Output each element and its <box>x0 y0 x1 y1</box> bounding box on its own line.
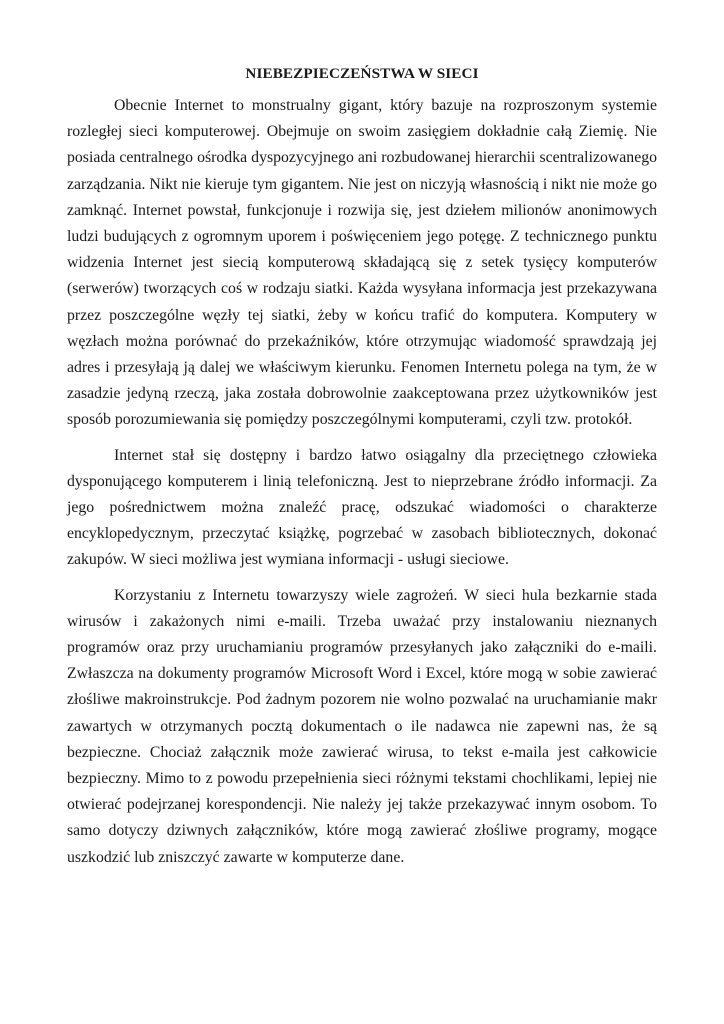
paragraph-internet-threats: Korzystaniu z Internetu towarzyszy wiele zagrożeń. W sieci hula bezkarnie stada wirusów i zakażonych nimi e-maili. Trzeba uważać przy instalowaniu nieznanych programów oraz przy uruchamianiu programów przesyłanych jako załączniki do e-maili. Zwłaszcza na dokumenty programów Microsoft Word i Excel, które mogą w sobie zawierać złośliwe makroinstrukcje. Pod żadnym pozorem nie wolno pozwalać na uruchamianie makr zawartych w otrzymanych pocztą dokumentach o ile nadawca nie zapewni nas, że są bezpieczne. Chociaż załącznik może zawierać wirusa, to tekst e-maila jest całkowicie bezpieczny. Mimo to z powodu przepełnienia sieci różnymi tekstami chochlikami, lepiej nie otwierać podejrzanej korespondencji. Nie należy jej także przekazywać innym osobom. To samo dotyczy dziwnych załączników, które mogą zawierać złośliwe programy, mogące uszkodzić lub zniszczyć zawarte w komputerze dane. <box>67 586 657 866</box>
document-page <box>67 62 657 871</box>
paragraph-internet-overview: Obecnie Internet to monstrualny gigant, który bazuje na rozproszonym systemie rozległej sieci komputerowej. Obejmuje on swoim zasięgiem dokładnie całą Ziemię. Nie posiada centralnego ośrodka dyspozycyjnego ani rozbudowanej hierarchii scentralizowanego zarządzania. Nikt nie kieruje tym gigantem. Nie jest on niczyją własnością i nikt nie może go zamknąć. Internet powstał, funkcjonuje i rozwija się, jest dziełem milionów anonimowych ludzi budujących z ogromnym uporem i poświęceniem jego potęgę. Z technicznego punktu widzenia Internet jest siecią komputerową składającą się z setek tysięcy komputerów (serwerów) tworzących coś w rodzaju siatki. Każda wysyłana informacja jest przekazywana przez poszczególne węzły tej siatki, żeby w końcu trafić do komputera. Komputery w węzłach można porównać do przekaźników, które otrzymując wiadomość sprawdzają jej adres i przesyłają ją dalej we właściwym kierunku. Fenomen Internetu polega na tym, że w zasadzie jedyną rzeczą, jaka została dobrowolnie zaakceptowana przez użytkowników jest sposób porozumiewania się pomiędzy poszczególnymi komputerami, czyli tzw. protokół. <box>67 97 657 429</box>
document-title: NIEBEZPIECZEŃSTWA W SIECI <box>245 65 479 82</box>
paragraph-internet-accessibility: Internet stał się dostępny i bardzo łatwo osiągalny dla przeciętnego człowieka dysponującego komputerem i linią telefoniczną. Jest to nieprzebrane źródło informacji. Za jego pośrednictwem można znaleźć pracę, odszukać wiadomości o charakterze encyklopedycznym, przeczytać książkę, pogrzebać w zasobach bibliotecznych, dokonać zakupów. W sieci możliwa jest wymiana informacji - usługi sieciowe. <box>67 446 657 569</box>
